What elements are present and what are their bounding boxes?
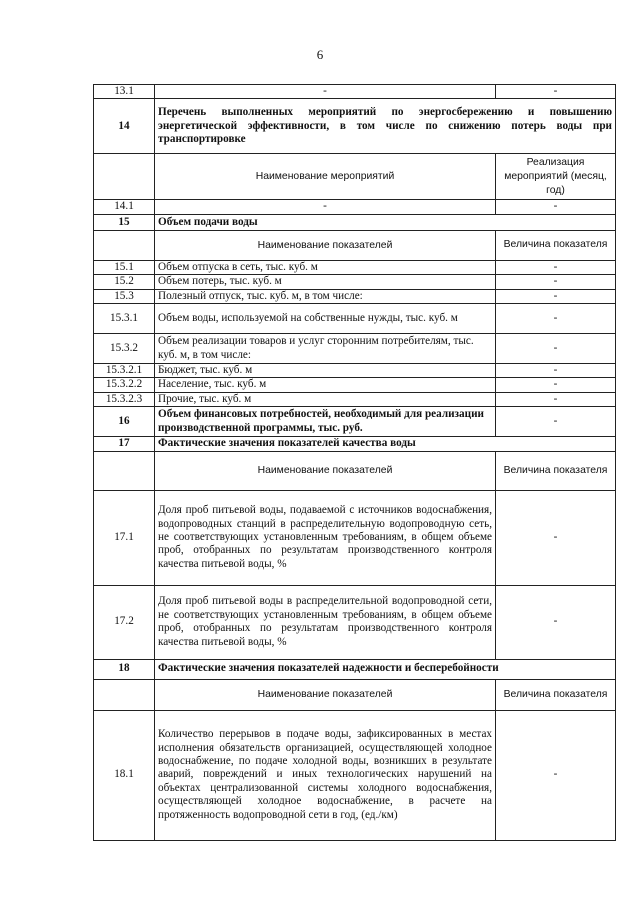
section-title: Фактические значения показателей качества воды (155, 437, 616, 451)
section-number: 17 (94, 437, 155, 451)
row-name: Доля проб питьевой воды в распределительной водопроводной сети, не соответствующих установленным требованиям, в общем объеме проб, отобранных по результатам производственного контроля качества питьевой воды, % (155, 585, 496, 659)
row-number: 15.3.2 (94, 334, 155, 364)
section-title: Перечень выполненных мероприятий по энергосбережению и повышению энергетической эффективности, в том числе по снижению потерь воды при транспортировке (155, 99, 616, 154)
table-row (94, 260, 616, 274)
row-name: Объем потерь, тыс. куб. м (155, 275, 496, 289)
table-row (94, 585, 616, 659)
table-row (94, 304, 616, 334)
table-row (94, 334, 616, 364)
row-number: 17.1 (94, 490, 155, 585)
section-title: Фактические значения показателей надежности и бесперебойности (155, 659, 616, 679)
section-title: Объем финансовых потребностей, необходимый для реализации производственной программы, тыс. руб. (155, 407, 496, 437)
row-number: 15.1 (94, 260, 155, 274)
column-header-name: Наименование показателей (155, 679, 496, 710)
row-name: Прочие, тыс. куб. м (155, 392, 496, 406)
table-row (94, 200, 616, 214)
row-value: - (496, 260, 616, 274)
column-header-value: Величина показателя (496, 230, 616, 260)
header-row (94, 679, 616, 710)
row-value: - (496, 392, 616, 406)
section-row (94, 214, 616, 230)
row-name: - (155, 85, 496, 99)
section-row (94, 99, 616, 154)
program-table (93, 84, 616, 841)
row-number: 15.3.1 (94, 304, 155, 334)
row-value: - (496, 490, 616, 585)
header-row (94, 230, 616, 260)
section-number: 14 (94, 99, 155, 154)
row-name: Объем воды, используемой на собственные нужды, тыс. куб. м (155, 304, 496, 334)
table-row (94, 275, 616, 289)
column-header-value: Реализация мероприятий (месяц, год) (496, 154, 616, 200)
column-header-name: Наименование показателей (155, 451, 496, 490)
row-value: - (496, 275, 616, 289)
empty-cell (94, 230, 155, 260)
row-name: Объем реализации товаров и услуг сторонним потребителям, тыс. куб. м, в том числе: (155, 334, 496, 364)
section-number: 18 (94, 659, 155, 679)
section-number: 16 (94, 407, 155, 437)
header-row (94, 154, 616, 200)
row-value: - (496, 364, 616, 378)
row-number: 15.3.2.1 (94, 364, 155, 378)
table-row (94, 490, 616, 585)
table-row (94, 364, 616, 378)
row-name: Население, тыс. куб. м (155, 378, 496, 392)
row-number: 15.3 (94, 289, 155, 303)
row-value: - (496, 85, 616, 99)
row-value: - (496, 407, 616, 437)
section-number: 15 (94, 214, 155, 230)
table-row (94, 85, 616, 99)
row-value: - (496, 289, 616, 303)
row-name: - (155, 200, 496, 214)
row-value: - (496, 304, 616, 334)
row-number: 15.2 (94, 275, 155, 289)
row-number: 14.1 (94, 200, 155, 214)
row-value: - (496, 334, 616, 364)
row-name: Количество перерывов в подаче воды, зафиксированных в местах исполнения обязательств организацией, осуществляющей холодное водоснабжение, по подаче холодной воды, возникших в результате аварий, повреждений и иных технологических нарушений на объектах централизованной системы холодного водоснабжения, осуществляющей холодное водоснабжение, в расчете на протяженность водопроводной сети в год, (ед./км) (155, 710, 496, 840)
table-row (94, 378, 616, 392)
row-value: - (496, 378, 616, 392)
empty-cell (94, 679, 155, 710)
empty-cell (94, 154, 155, 200)
row-name: Полезный отпуск, тыс. куб. м, в том числе: (155, 289, 496, 303)
row-number: 15.3.2.2 (94, 378, 155, 392)
table-row (94, 392, 616, 406)
row-name: Доля проб питьевой воды, подаваемой с источников водоснабжения, водопроводных станций в распределительную водопроводную сеть, не соответствующих установленным требованиям, в общем объеме проб, отобранных по результатам производственного контроля качества питьевой воды, % (155, 490, 496, 585)
row-number: 18.1 (94, 710, 155, 840)
column-header-name: Наименование мероприятий (155, 154, 496, 200)
row-number: 13.1 (94, 85, 155, 99)
row-name: Бюджет, тыс. куб. м (155, 364, 496, 378)
row-name: Объем отпуска в сеть, тыс. куб. м (155, 260, 496, 274)
column-header-name: Наименование показателей (155, 230, 496, 260)
row-number: 15.3.2.3 (94, 392, 155, 406)
section-row (94, 659, 616, 679)
column-header-value: Величина показателя (496, 679, 616, 710)
empty-cell (94, 451, 155, 490)
table-row (94, 289, 616, 303)
header-row (94, 451, 616, 490)
row-value: - (496, 200, 616, 214)
row-number: 17.2 (94, 585, 155, 659)
table-row (94, 710, 616, 840)
section-title: Объем подачи воды (155, 214, 616, 230)
section-row (94, 437, 616, 451)
page-number: 6 (316, 47, 324, 62)
column-header-value: Величина показателя (496, 451, 616, 490)
row-value: - (496, 585, 616, 659)
section-row (94, 407, 616, 437)
row-value: - (496, 710, 616, 840)
